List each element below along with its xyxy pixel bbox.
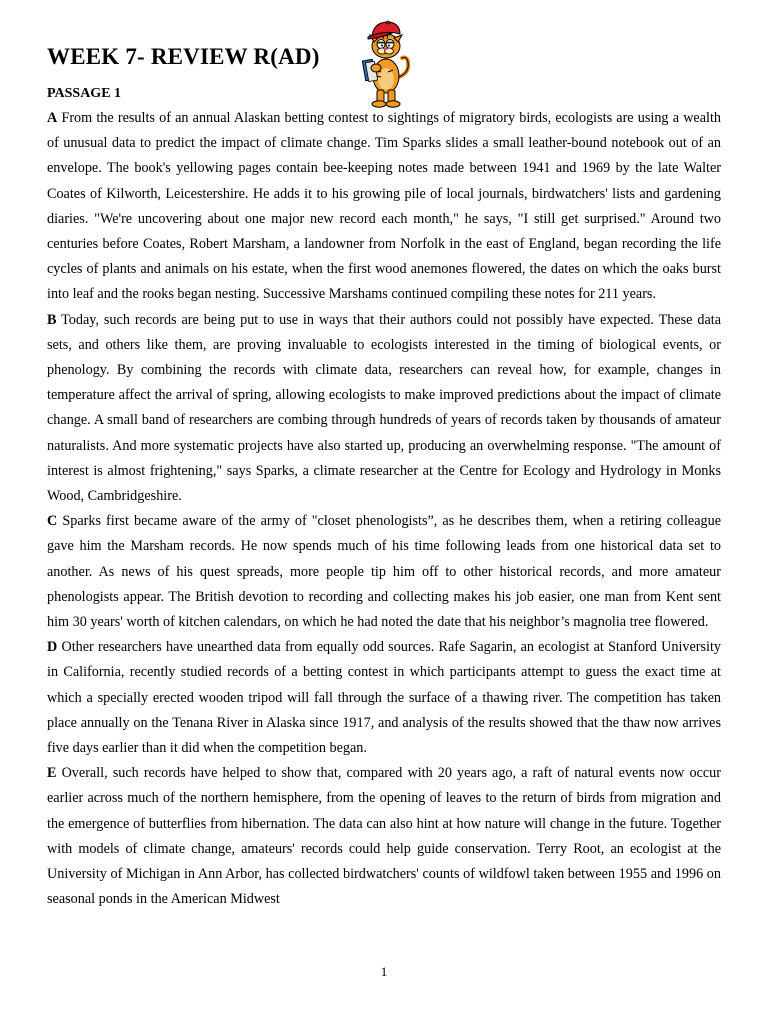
page-number: 1 <box>380 964 388 979</box>
paragraph-c <box>47 509 721 635</box>
paragraph-letter: E <box>47 765 57 782</box>
page-title: WEEK 7- REVIEW R(AD) <box>47 44 320 69</box>
paragraph-e <box>47 761 721 912</box>
paragraph-text: From the results of an annual Alaskan betting contest to sightings of migratory birds, ecologists are using a wealth of unusual data to predict the impact of climate change. Tim Sparks slides a small leather-bound notebook out of an envelope. The book's yellowing pages contain bee-keeping notes made between 1941 and 1969 by the late Walter Coates of Kilworth, Leicestershire. He adds it to his growing pile of local journals, birdwatchers' lists and gardening diaries. "We're uncovering about one major new record each month," he says, "I still get surprised." Around two centuries before Coates, Robert Marsham, a landowner from Norfolk in the east of England, began recording the life cycles of plants and animals on his estate, when the first wood anemones flowered, the dates on which the oaks burst into leaf and the rooks began nesting. Successive Marshams continued compiling these notes for 211 years. <box>47 110 722 303</box>
paragraph-letter: D <box>47 639 58 656</box>
passage-label: PASSAGE 1 <box>47 86 122 101</box>
paragraph-text: Other researchers have unearthed data from equally odd sources. Rafe Sagarin, an ecologist at Stanford University in California, recently studied records of a betting contest in which participants attempt to guess the exact time at which a specially erected wooden tripod will fall through the surface of a thawing river. The competition has taken place annually on the Tenana River in Alaska since 1917, and analysis of the results showed that the thaw now arrives five days earlier than it did when the competition began. <box>47 639 722 757</box>
cartoon-cat-mascot-icon <box>352 18 414 110</box>
paragraph-letter: B <box>47 311 57 328</box>
paragraph-a <box>47 106 721 308</box>
paragraph-text: Today, such records are being put to use in ways that their authors could not possibly have expected. These data sets, and others like them, are proving invaluable to ecologists interested in the timing of biological events, or phenology. By combining the records with climate data, researchers can reveal how, for example, changes in temperature affect the arrival of spring, allowing ecologists to make improved predictions about the impact of climate change. A small band of researchers are combing through hundreds of years of records taken by thousands of amateur naturalists. And more systematic projects have also started up, producing an overwhelming response. "The amount of interest is almost frightening," says Sparks, a climate researcher at the Centre for Ecology and Hydrology in Monks Wood, Cambridgeshire. <box>47 311 721 505</box>
paragraph-letter: A <box>47 110 58 126</box>
paragraph-d <box>47 635 721 761</box>
paragraph-text: Sparks first became aware of the army of "closet phenologists”, as he describes them, when a retiring colleague gave him the Marsham records. He now spends much of his time following leads from one historical data set to another. As news of his quest spreads, more people tip him off to other historical records, and more amateur phenologists appear. The British devotion to recording and collecting makes his job easier, one man from Kent sent him 30 years' worth of kitchen calendars, on which he had noted the date that his neighbor’s magnolia tree flowered. <box>47 513 722 631</box>
paragraph-text: Overall, such records have helped to show that, compared with 20 years ago, a raft of natural events now occur earlier across much of the northern hemisphere, from the opening of leaves to the return of birds from migration and the emergence of butterflies from hibernation. The data can also hint at how nature will change in the future. Together with models of climate change, amateurs' records could help guide conservation. Terry Root, an ecologist at the University of Michigan in Ann Arbor, has collected birdwatchers' counts of wildfowl taken between 1955 and 1996 on seasonal ponds in the American Midwest <box>47 765 722 908</box>
paragraph-b <box>47 308 721 510</box>
passage-body <box>47 106 721 913</box>
paragraph-letter: C <box>47 513 58 530</box>
